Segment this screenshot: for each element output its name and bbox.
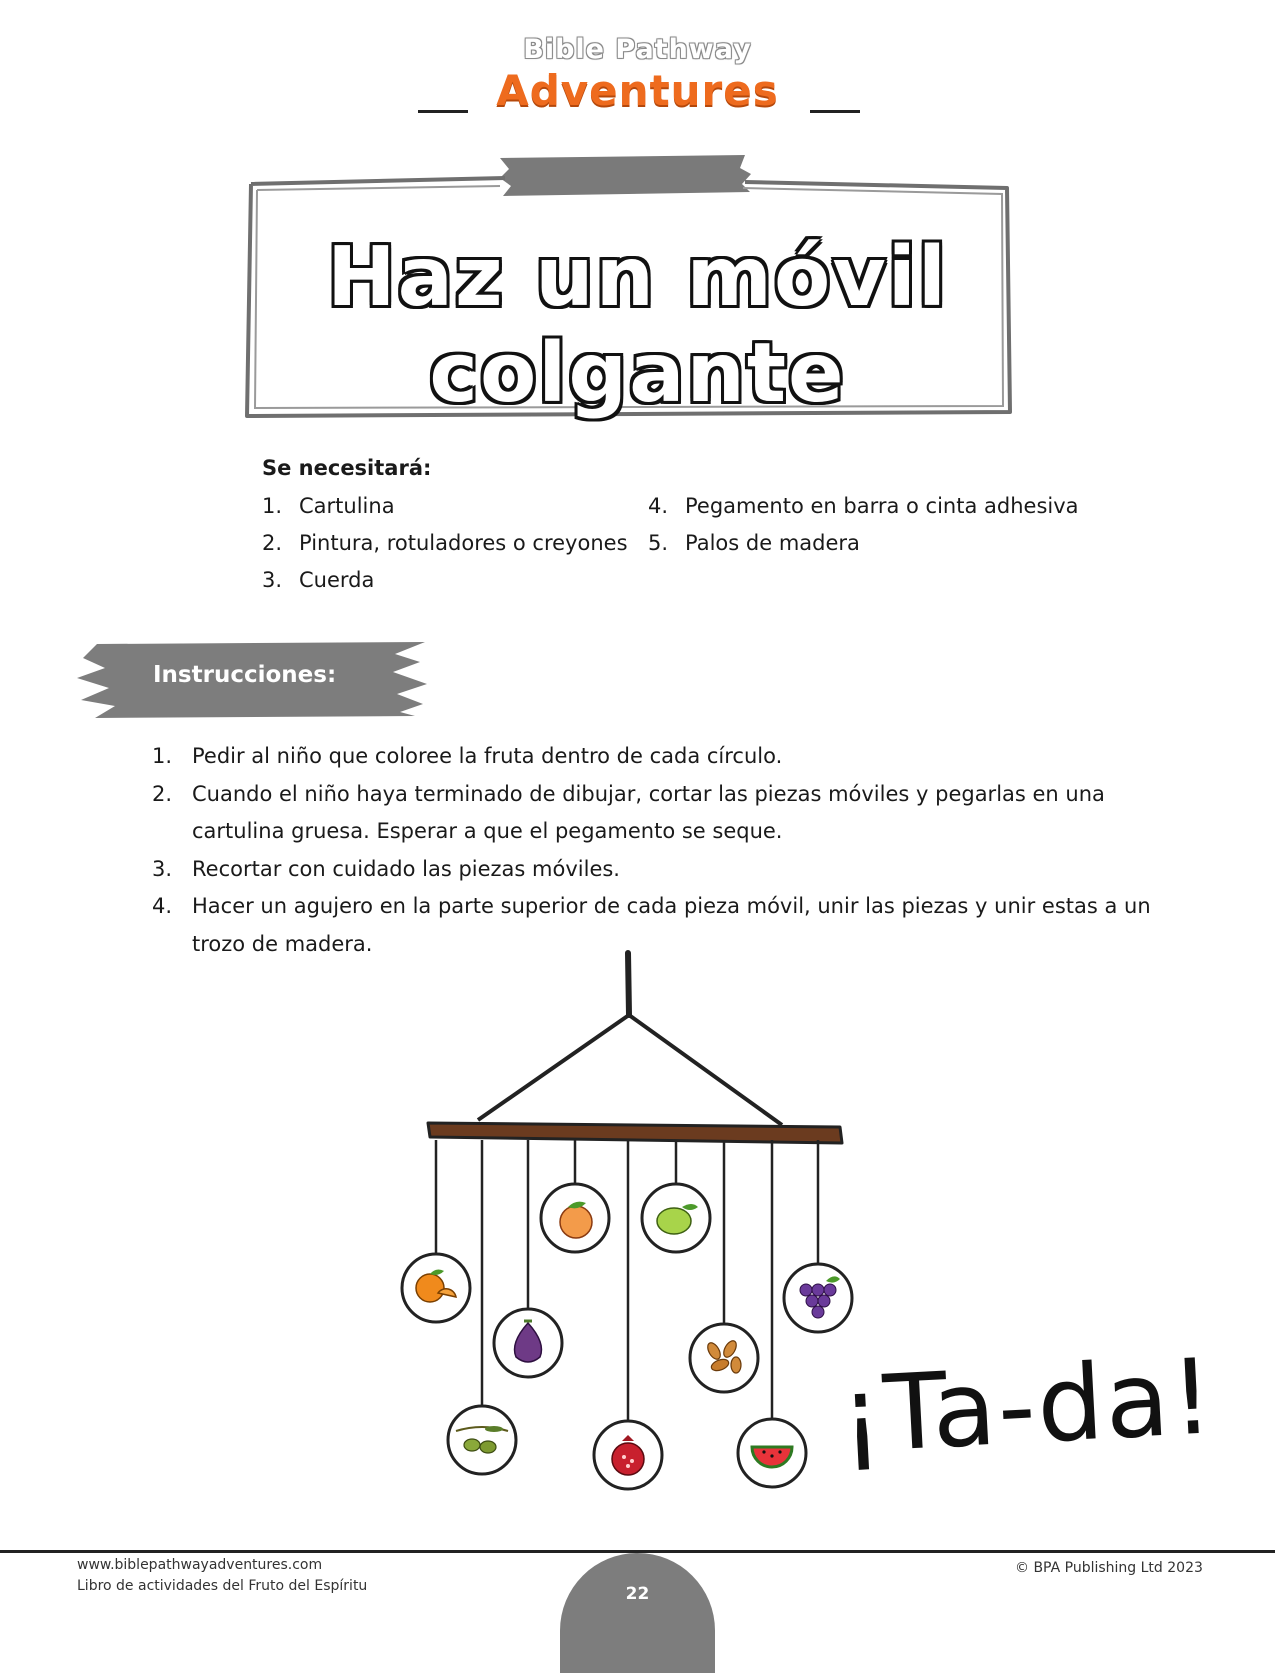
- list-item: 2. Cuando el niño haya terminado de dibujar, cortar las piezas móviles y pegarlas en una cartulina gruesa. Esperar a que el pegamento se seque.: [152, 781, 1105, 843]
- mobile-hook: [628, 953, 629, 1015]
- materials-list-left: [262, 488, 628, 599]
- instructions-heading: Instrucciones:: [153, 662, 337, 688]
- orange-icon: [402, 1254, 470, 1322]
- list-item: 2. Pintura, rotuladores o creyones: [262, 531, 628, 555]
- footer-website: www.biblepathwayadventures.com: [77, 1557, 323, 1573]
- page-title: [260, 230, 1015, 422]
- list-item: 5. Palos de madera: [648, 531, 860, 555]
- footer-copyright: © BPA Publishing Ltd 2023: [1015, 1560, 1203, 1576]
- list-item: 1. Pedir al niño que coloree la fruta dentro de cada círculo.: [152, 744, 783, 768]
- olive-icon: [448, 1406, 516, 1474]
- fig-icon: [494, 1309, 562, 1377]
- footer-book-title: Libro de actividades del Fruto del Espíritu: [77, 1578, 368, 1594]
- page-number-tab: [560, 1553, 715, 1673]
- drop-strings: [436, 1140, 818, 1425]
- title-line-2: colgante: [429, 326, 846, 421]
- list-item: 1. Cartulina: [262, 494, 395, 518]
- almond-icon: [690, 1324, 758, 1392]
- list-item: 4. Hacer un agujero en la parte superior de cada pieza móvil, unir las piezas y unir estas a un trozo de madera.: [152, 894, 1151, 956]
- grape-icon: [784, 1264, 852, 1332]
- list-item: 4. Pegamento en barra o cinta adhesiva: [648, 494, 1079, 518]
- list-item: 3. Recortar con cuidado las piezas móviles.: [152, 856, 620, 881]
- materials-list-right: [648, 488, 1079, 562]
- tada-text: ¡Ta-da!: [837, 1335, 1218, 1477]
- logo-line-1: Bible Pathway: [523, 34, 752, 65]
- materials-heading: Se necesitará:: [262, 456, 432, 480]
- list-item: 3. Cuerda: [262, 568, 375, 592]
- hanging-mobile-illustration: [390, 945, 880, 1505]
- instruction-steps: [152, 738, 1192, 963]
- brand-logo: [440, 30, 835, 120]
- title-line-1: Haz un móvil: [327, 230, 948, 325]
- pomegranate-icon: [594, 1421, 662, 1489]
- lime-icon: [642, 1184, 710, 1252]
- page-number: 22: [625, 1584, 650, 1604]
- title-tab-shape: [500, 155, 751, 196]
- mobile-hanger-strings: [478, 1015, 782, 1125]
- watermelon-icon: [738, 1419, 806, 1487]
- peach-icon: [541, 1184, 609, 1252]
- logo-line-2: Adventures: [496, 66, 779, 115]
- wooden-stick: [428, 1123, 842, 1143]
